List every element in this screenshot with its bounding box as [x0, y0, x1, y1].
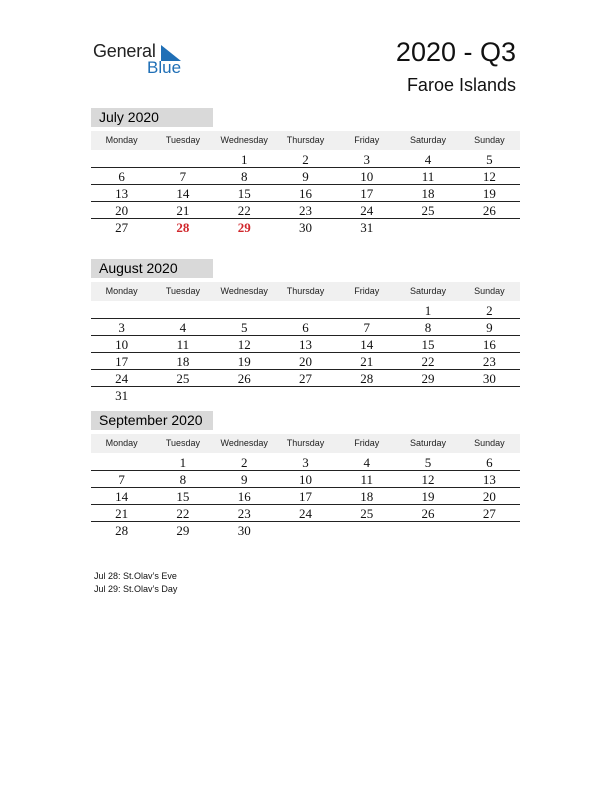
day-cell: [459, 219, 520, 235]
day-cell: 13: [482, 472, 496, 487]
day-cell: 26: [482, 203, 496, 218]
weekday-label: Monday: [105, 286, 138, 296]
day-cell: 14: [360, 337, 374, 352]
day-cell: 27: [298, 371, 312, 386]
weekday-label: Thursday: [286, 438, 325, 448]
day-cell: 21: [360, 354, 374, 369]
week-row: [91, 522, 520, 538]
holiday-notes: [94, 570, 177, 596]
week-row: [91, 370, 520, 387]
day-cell: [275, 302, 336, 318]
day-cell: 7: [179, 169, 187, 184]
day-cell: 20: [115, 203, 129, 218]
weekday-label: Saturday: [410, 135, 447, 145]
day-cell: [397, 387, 458, 403]
day-cell: [214, 387, 275, 403]
day-cell: 10: [298, 472, 312, 487]
day-cell: [152, 151, 213, 167]
day-cell: 3: [302, 455, 309, 470]
week-row: [91, 336, 520, 353]
month-label: September 2020: [91, 411, 213, 430]
weekday-label: Sunday: [474, 286, 505, 296]
day-cell: 7: [118, 472, 125, 487]
month-block: [91, 411, 520, 571]
week-row: [91, 454, 520, 471]
page-title: 2020 - Q3: [395, 37, 516, 67]
day-cell: 23: [482, 354, 496, 369]
day-cell: 7: [363, 320, 371, 335]
week-row: [91, 471, 520, 488]
day-cell: [91, 302, 152, 318]
day-cell: 24: [360, 203, 374, 218]
day-cell: 26: [421, 506, 435, 521]
day-cell: 25: [360, 506, 374, 521]
day-cell: 8: [240, 169, 248, 184]
day-cell: 19: [421, 489, 435, 504]
day-cell: [152, 302, 213, 318]
day-cell: 2: [486, 303, 493, 318]
day-cell: 23: [298, 203, 312, 218]
day-cell: 15: [176, 489, 190, 504]
day-cell: 19: [482, 186, 496, 201]
day-cell: 24: [115, 371, 129, 386]
month-label: July 2020: [91, 108, 213, 127]
weekday-label: Tuesday: [165, 438, 201, 448]
day-cell: [275, 387, 336, 403]
week-row: [91, 202, 520, 219]
day-cell: 27: [115, 220, 129, 235]
week-row: [91, 219, 520, 235]
day-cell: [336, 302, 397, 318]
day-cell: 18: [421, 186, 435, 201]
weekday-label: Sunday: [474, 135, 505, 145]
day-cell: 10: [360, 169, 374, 184]
day-cell: [397, 522, 458, 538]
day-cell: 18: [176, 354, 190, 369]
week-row: [91, 505, 520, 522]
weekday-label: Thursday: [286, 135, 325, 145]
weekday-header-row: [91, 434, 520, 453]
day-cell: 14: [176, 186, 190, 201]
week-row: [91, 151, 520, 168]
day-cell: 19: [237, 354, 251, 369]
day-cell: [397, 219, 458, 235]
day-cell: 25: [176, 371, 190, 386]
month-block: [91, 108, 520, 268]
day-cell: 12: [237, 337, 251, 352]
day-cell: 11: [176, 337, 190, 352]
weekday-label: Wednesday: [220, 438, 268, 448]
weekday-label: Saturday: [410, 438, 447, 448]
day-cell: 20: [298, 354, 312, 369]
day-cell: 6: [118, 169, 125, 184]
weekday-label: Friday: [354, 438, 380, 448]
day-cell: 31: [360, 220, 374, 235]
day-cell: 9: [486, 320, 493, 335]
day-cell: 18: [360, 489, 374, 504]
holiday-note: Jul 29: St.Olav’s Day: [94, 584, 178, 594]
weekday-header-row: [91, 282, 520, 301]
day-cell: 28: [115, 523, 129, 538]
weekday-label: Saturday: [410, 286, 447, 296]
day-cell: 11: [421, 169, 435, 184]
month-block: [91, 259, 520, 419]
day-cell: 4: [179, 320, 187, 335]
day-cell: 6: [486, 455, 493, 470]
day-cell: 9: [302, 169, 309, 184]
week-row: [91, 488, 520, 505]
day-cell: 25: [421, 203, 435, 218]
weekday-label: Wednesday: [220, 286, 268, 296]
day-cell: 22: [237, 203, 251, 218]
day-cell: [91, 151, 152, 167]
weekday-label: Friday: [354, 135, 380, 145]
day-cell: 15: [237, 186, 251, 201]
weekday-label: Tuesday: [165, 286, 201, 296]
weekday-label: Friday: [354, 286, 380, 296]
day-cell: 22: [421, 354, 435, 369]
day-cell: 9: [240, 472, 248, 487]
weekday-label: Sunday: [474, 438, 505, 448]
day-cell: 16: [298, 186, 312, 201]
day-cell: 13: [298, 337, 312, 352]
day-cell: 6: [302, 320, 309, 335]
day-cell: 17: [360, 186, 374, 201]
day-cell: 27: [482, 506, 496, 521]
day-cell: 16: [237, 489, 251, 504]
week-row: [91, 185, 520, 202]
weekday-header-row: [91, 131, 520, 150]
day-cell: 29: [237, 220, 251, 235]
day-cell: 1: [424, 303, 432, 318]
day-cell: 4: [424, 152, 432, 167]
day-cell: 20: [482, 489, 496, 504]
day-cell: 13: [115, 186, 129, 201]
logo-blue-text: Blue: [147, 58, 182, 77]
month-label: August 2020: [91, 259, 213, 278]
day-cell: 17: [298, 489, 312, 504]
day-cell: 24: [298, 506, 312, 521]
day-cell: 12: [421, 472, 435, 487]
week-row: [91, 353, 520, 370]
logo: [93, 41, 203, 77]
day-cell: 22: [176, 506, 190, 521]
day-cell: 1: [179, 455, 187, 470]
day-cell: 29: [176, 523, 190, 538]
day-cell: [336, 387, 397, 403]
day-cell: 8: [424, 320, 432, 335]
day-cell: 29: [421, 371, 435, 386]
day-cell: 16: [482, 337, 496, 352]
week-row: [91, 319, 520, 336]
day-cell: 10: [115, 337, 129, 352]
weekday-label: Thursday: [286, 286, 325, 296]
day-cell: [91, 454, 152, 470]
day-cell: 14: [115, 489, 129, 504]
day-cell: 2: [302, 152, 309, 167]
holiday-note: Jul 28: St.Olav’s Eve: [94, 571, 177, 581]
day-cell: 3: [118, 320, 125, 335]
country-name: Faroe Islands: [406, 75, 516, 95]
day-cell: 26: [237, 371, 251, 386]
day-cell: 28: [360, 371, 374, 386]
day-cell: 2: [240, 455, 248, 470]
day-cell: 4: [363, 455, 371, 470]
day-cell: [336, 522, 397, 538]
day-cell: 28: [176, 220, 190, 235]
logo-general-text: General: [93, 41, 156, 61]
week-row: [91, 168, 520, 185]
day-cell: 31: [115, 388, 129, 403]
day-cell: [275, 522, 336, 538]
day-cell: 23: [237, 506, 251, 521]
day-cell: 30: [298, 220, 312, 235]
day-cell: 30: [237, 523, 251, 538]
weekday-label: Wednesday: [220, 135, 268, 145]
weekday-label: Monday: [105, 135, 138, 145]
day-cell: 8: [179, 472, 187, 487]
weekday-label: Monday: [105, 438, 138, 448]
day-cell: 5: [424, 455, 432, 470]
day-cell: 5: [486, 152, 493, 167]
day-cell: 1: [240, 152, 248, 167]
week-row: [91, 302, 520, 319]
day-cell: [459, 387, 520, 403]
day-cell: 15: [421, 337, 435, 352]
week-row: [91, 387, 520, 403]
day-cell: 5: [240, 320, 248, 335]
day-cell: [214, 302, 275, 318]
day-cell: [459, 522, 520, 538]
weekday-label: Tuesday: [165, 135, 201, 145]
day-cell: 21: [176, 203, 190, 218]
day-cell: 21: [115, 506, 129, 521]
day-cell: 17: [115, 354, 129, 369]
day-cell: 12: [482, 169, 496, 184]
day-cell: 30: [482, 371, 496, 386]
day-cell: 3: [363, 152, 371, 167]
day-cell: [152, 387, 213, 403]
day-cell: 11: [360, 472, 374, 487]
